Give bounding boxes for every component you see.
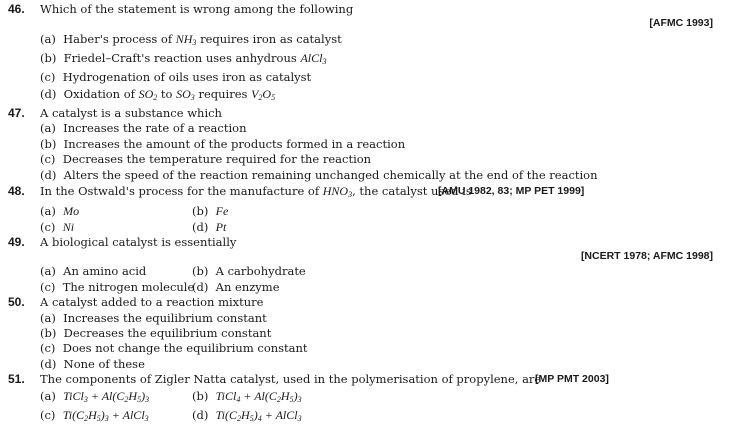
- question-text: In the Ostwald's process for the manufacture of $HNO_3$, the catalyst used is: [40, 184, 472, 199]
- source-tag: [AFMC 1993]: [649, 17, 713, 29]
- option: (a) Mo: [40, 204, 80, 218]
- option: (a) Increases the rate of a reaction: [40, 121, 247, 135]
- option: (b) Friedel–Craft's reaction uses anhydrous AlCl$_3$: [40, 51, 327, 66]
- option: (d) Pt: [192, 220, 227, 234]
- question-text: A biological catalyst is essentially: [40, 235, 237, 249]
- option: (b) TiCl$_4$ + $Al(C_2H_5)_3$: [192, 389, 302, 404]
- option: (c) Does not change the equilibrium constant: [40, 341, 308, 355]
- option: (d) An enzyme: [192, 280, 280, 294]
- question-number: 51.: [8, 372, 25, 386]
- option: (c) Decreases the temperature required for the reaction: [40, 152, 372, 166]
- question-number: 50.: [8, 295, 25, 309]
- question-number: 49.: [8, 235, 25, 249]
- question-number: 47.: [8, 106, 25, 120]
- option: (a) An amino acid: [40, 264, 147, 278]
- option: (c) The nitrogen molecule: [40, 280, 195, 294]
- option: (d) $Ti(C_2H_5)_4$ + AlCl$_3$: [192, 408, 302, 423]
- option: (a) Haber's process of $NH_3$ requires iron as catalyst: [40, 32, 342, 47]
- question-number: 46.: [8, 2, 25, 16]
- option: (b) Fe: [192, 204, 229, 218]
- option: (c) Ni: [40, 220, 75, 234]
- option: (c) $Ti(C_2H_5)_3$ + AlCl$_3$: [40, 408, 149, 423]
- source-tag: [MP PMT 2003]: [535, 373, 609, 385]
- option: (b) A carbohydrate: [192, 264, 306, 278]
- option: (d) Oxidation of $SO_2$ to $SO_3$ requires $V_2O_5$: [40, 87, 276, 102]
- source-tag: [NCERT 1978; AFMC 1998]: [580, 250, 713, 262]
- source-tag: [AMU 1982, 83; MP PET 1999]: [438, 185, 585, 197]
- question-number: 48.: [8, 184, 25, 198]
- option: (d) None of these: [40, 357, 145, 371]
- option: (b) Increases the amount of the products formed in a reaction: [40, 137, 406, 151]
- option: (b) Decreases the equilibrium constant: [40, 326, 272, 340]
- option: (a) TiCl$_3$ + $Al(C_2H_5)_3$: [40, 389, 150, 404]
- option: (d) Alters the speed of the reaction remaining unchanged chemically at the end of the reaction: [40, 168, 598, 182]
- option: (a) Increases the equilibrium constant: [40, 311, 267, 325]
- option: (c) Hydrogenation of oils uses iron as catalyst: [40, 70, 312, 84]
- question-text: A catalyst added to a reaction mixture: [40, 295, 264, 309]
- question-text: The components of Zigler Natta catalyst, used in the polymerisation of propylene, are: [40, 372, 542, 386]
- question-text: A catalyst is a substance which: [40, 106, 222, 120]
- question-text: Which of the statement is wrong among the following: [40, 2, 354, 16]
